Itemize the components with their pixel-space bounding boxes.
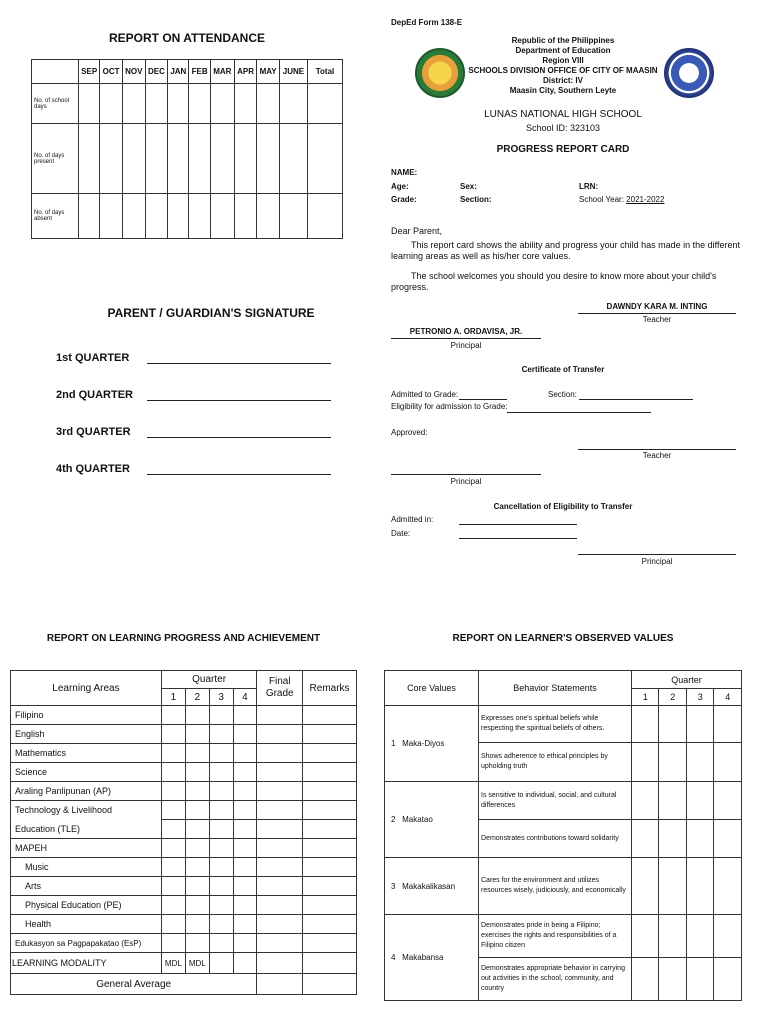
teacher-title: Teacher — [642, 315, 672, 324]
name-label: NAME: — [391, 168, 418, 177]
quarter-label: 4th QUARTER — [56, 463, 130, 475]
transfer-teacher-title: Teacher — [642, 451, 672, 460]
learning-area: Technology & Livelihood — [11, 801, 162, 820]
learning-area: Araling Panlipunan (AP) — [11, 782, 162, 801]
transfer-principal-title: Principal — [450, 477, 482, 486]
month-header: FEB — [189, 60, 210, 84]
signature-line[interactable] — [147, 363, 331, 364]
school-year-value: 2021-2022 — [626, 195, 665, 204]
transfer-section-line[interactable] — [579, 399, 693, 400]
school-year-label: School Year: — [579, 195, 624, 204]
signature-title: PARENT / GUARDIAN'S SIGNATURE — [107, 306, 315, 320]
q-col: 3 — [686, 689, 713, 706]
admitted-in-label: Admitted in: — [391, 515, 434, 524]
general-average-label: General Average — [11, 974, 257, 995]
quarter-label: 1st QUARTER — [56, 352, 130, 364]
eligibility-line[interactable] — [507, 412, 651, 413]
learning-table — [10, 670, 357, 995]
q-col: 4 — [714, 689, 742, 706]
q-col: 3 — [209, 689, 233, 706]
month-header: JUNE — [279, 60, 307, 84]
learning-area: Health — [11, 915, 162, 934]
core-value-number: 1 — [391, 739, 396, 748]
behavior-statements-header: Behavior Statements — [479, 671, 632, 706]
core-value-number: 3 — [391, 881, 396, 891]
behavior-statement: Demonstrates appropriate behavior in carrying out activities in the school, community, and country — [479, 958, 632, 1001]
q-col: 1 — [161, 689, 185, 706]
month-header: DEC — [145, 60, 167, 84]
school-id: School ID: 323103 — [525, 123, 601, 133]
lrn-label: LRN: — [579, 182, 599, 191]
approved-label: Approved: — [391, 428, 428, 437]
principal-title: Principal — [450, 341, 482, 350]
header-line: Region VIII — [542, 56, 584, 65]
core-value-name: Makakalikasan — [402, 881, 456, 891]
signature-line[interactable] — [147, 474, 331, 475]
behavior-statement: Cares for the environment and utilizes resources wisely, judiciously, and economically — [479, 858, 632, 915]
attendance-row-label: No. of days absent — [32, 194, 79, 239]
month-header: MAY — [257, 60, 280, 84]
month-header: MAR — [210, 60, 234, 84]
learning-area: MAPEH — [11, 839, 162, 858]
learning-area: Science — [11, 763, 162, 782]
values-table — [384, 670, 742, 1001]
core-value-name: Maka-Diyos — [402, 739, 445, 748]
learning-area: Music — [11, 858, 162, 877]
date-label: Date: — [391, 529, 411, 538]
core-value-name: Makabansa — [402, 953, 444, 962]
behavior-statement: Expresses one's spiritual beliefs while respecting the spiritual beliefs of others. — [479, 706, 632, 743]
learning-area: English — [11, 725, 162, 744]
learning-title: REPORT ON LEARNING PROGRESS AND ACHIEVEMENT — [46, 633, 321, 644]
admitted-to-grade-label: Admitted to Grade: — [391, 390, 459, 399]
header-line: SCHOOLS DIVISION OFFICE OF CITY OF MAASIN — [468, 66, 658, 75]
attendance-row-label: No. of school days — [32, 84, 79, 124]
admitted-to-grade-line[interactable] — [459, 399, 507, 400]
letter-greeting: Dear Parent, — [391, 226, 443, 236]
school-name: LUNAS NATIONAL HIGH SCHOOL — [484, 109, 642, 120]
behavior-statement: Is sensitive to individual, social, and cultural differences — [479, 782, 632, 820]
report-card-title: PROGRESS REPORT CARD — [496, 144, 630, 155]
final-grade-header: Final Grade — [257, 671, 303, 706]
transfer-teacher-signature-line[interactable] — [578, 449, 736, 450]
learning-area: Edukasyon sa Pagpapakatao (EsP) — [11, 934, 162, 953]
sex-label: Sex: — [460, 182, 477, 191]
q-col: 2 — [659, 689, 686, 706]
transfer-title: Certificate of Transfer — [521, 365, 605, 374]
month-header: APR — [234, 60, 256, 84]
values-title: REPORT ON LEARNER'S OBSERVED VALUES — [452, 633, 674, 644]
date-line[interactable] — [459, 538, 577, 539]
month-header: OCT — [100, 60, 122, 84]
remarks-header: Remarks — [303, 671, 357, 706]
learning-area: Mathematics — [11, 744, 162, 763]
attendance-title: REPORT ON ATTENDANCE — [109, 31, 265, 45]
cancel-principal-signature-line[interactable] — [578, 554, 736, 555]
quarter-label: 3rd QUARTER — [56, 426, 131, 438]
attendance-row-label: No. of days present — [32, 124, 79, 194]
transfer-section-label: Section: — [548, 390, 577, 399]
month-header: JAN — [168, 60, 189, 84]
core-value-number: 2 — [391, 815, 396, 824]
section-label: Section: — [460, 195, 492, 204]
principal-name: PETRONIO A. ORDAVISA, JR. — [409, 327, 523, 336]
age-label: Age: — [391, 182, 409, 191]
letter-paragraph-2: The school welcomes you should you desire to know more about your child's progress. — [391, 271, 717, 292]
transfer-principal-signature-line[interactable] — [391, 474, 541, 475]
form-number: DepEd Form 138-E — [391, 18, 463, 27]
eligibility-label: Eligibility for admission to Grade: — [391, 402, 508, 411]
cancellation-title: Cancellation of Eligibility to Transfer — [493, 502, 633, 511]
signature-line[interactable] — [147, 437, 331, 438]
month-header: NOV — [122, 60, 145, 84]
learning-area: Physical Education (PE) — [11, 896, 162, 915]
core-values-header: Core Values — [385, 671, 479, 706]
quarter-label: 2nd QUARTER — [56, 389, 133, 401]
learning-area: Filipino — [11, 706, 162, 725]
modality-q2: MDL — [185, 953, 209, 974]
core-value-name: Makatao — [402, 815, 433, 824]
header-line: Maasin City, Southern Leyte — [509, 86, 617, 95]
quarter-header: Quarter — [161, 671, 256, 689]
teacher-name: DAWNDY KARA M. INTING — [606, 302, 708, 311]
values-quarter-header: Quarter — [632, 671, 742, 689]
q-col: 2 — [185, 689, 209, 706]
learning-area: Education (TLE) — [11, 820, 162, 839]
month-header: SEP — [79, 60, 100, 84]
admitted-in-line[interactable] — [459, 524, 577, 525]
letter-paragraph-1: This report card shows the ability and progress your child has made in the different learning areas as well as his/her core values. — [391, 240, 741, 261]
q-col: 4 — [233, 689, 257, 706]
modality-q1: MDL — [161, 953, 185, 974]
grade-label: Grade: — [391, 195, 417, 204]
learning-modality-label: LEARNING MODALITY — [11, 953, 162, 974]
month-header: Total — [308, 60, 343, 84]
attendance-table — [31, 59, 343, 239]
header-line: District: IV — [542, 76, 583, 85]
core-value-number: 4 — [391, 953, 396, 962]
behavior-statement: Demonstrates contributions toward solidarity — [479, 820, 632, 858]
behavior-statement: Demonstrates pride in being a Filipino; exercises the rights and responsibilities of a Filipino citizen — [479, 915, 632, 958]
q-col: 1 — [632, 689, 659, 706]
behavior-statement: Shows adherence to ethical principles by upholding truth — [479, 743, 632, 782]
cancel-principal-title: Principal — [641, 557, 673, 566]
signature-line[interactable] — [147, 400, 331, 401]
header-line: Republic of the Philippines — [511, 36, 615, 45]
learning-areas-header: Learning Areas — [11, 671, 162, 706]
learning-area: Arts — [11, 877, 162, 896]
header-line: Department of Education — [515, 46, 611, 55]
